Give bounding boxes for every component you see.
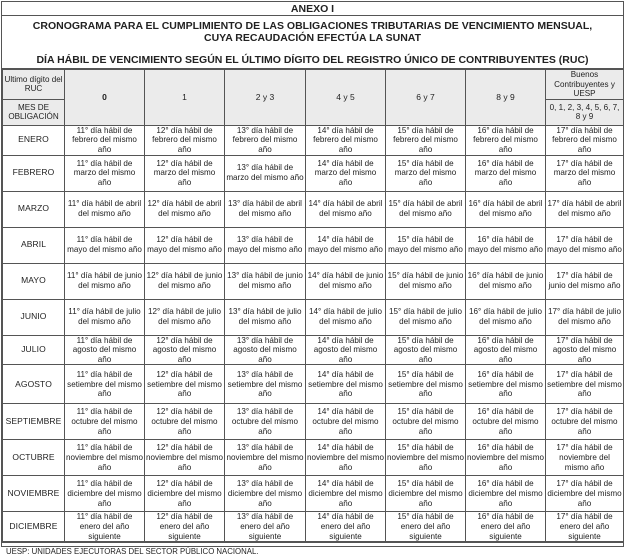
schedule-table bbox=[2, 69, 624, 542]
due-date-cell: 11° día hábil de marzo del mismo año bbox=[65, 155, 145, 191]
title-line-2: CUYA RECAUDACIÓN EFECTÚA LA SUNAT bbox=[203, 32, 421, 44]
due-date-cell: 12° día hábil de marzo del mismo año bbox=[145, 155, 225, 191]
due-date-cell: 12° día hábil de enero del año siguiente bbox=[145, 512, 225, 542]
due-date-cell: 16° día hábil de diciembre del mismo año bbox=[466, 476, 546, 512]
due-date-cell: 12° día hábil de junio del mismo año bbox=[145, 263, 225, 299]
column-header-digit: 4 y 5 bbox=[306, 70, 386, 126]
title-line-1: CRONOGRAMA PARA EL CUMPLIMIENTO DE LAS OBLIGACIONES TRIBUTARIAS DE VENCIMIENTO MENSUAL, bbox=[32, 20, 593, 32]
column-header-digit: 2 y 3 bbox=[225, 70, 306, 126]
month-cell: ABRIL bbox=[3, 227, 65, 263]
due-date-cell: 12° día hábil de setiembre del mismo año bbox=[145, 365, 225, 404]
due-date-cell: 13° día hábil de setiembre del mismo año bbox=[225, 365, 306, 404]
due-date-cell: 17° día hábil de junio del mismo año bbox=[546, 263, 624, 299]
due-date-cell: 17° día hábil de mayo del mismo año bbox=[546, 227, 624, 263]
due-date-cell: 13° día hábil de agosto del mismo año bbox=[225, 335, 306, 365]
table-row bbox=[3, 263, 624, 299]
due-date-cell: 14° día hábil de mayo del mismo año bbox=[306, 227, 386, 263]
corner-header-month: MES DE OBLIGACIÓN bbox=[3, 99, 65, 125]
due-date-cell: 13° día hábil de marzo del mismo año bbox=[225, 155, 306, 191]
due-date-cell: 17° día hábil de noviembre del mismo año bbox=[546, 440, 624, 476]
due-date-cell: 15° día hábil de abril del mismo año bbox=[386, 191, 466, 227]
due-date-cell: 12° día hábil de agosto del mismo año bbox=[145, 335, 225, 365]
table-row bbox=[3, 155, 624, 191]
due-date-cell: 13° día hábil de abril del mismo año bbox=[225, 191, 306, 227]
month-cell: OCTUBRE bbox=[3, 440, 65, 476]
month-cell: MARZO bbox=[3, 191, 65, 227]
table-row bbox=[3, 365, 624, 404]
due-date-cell: 16° día hábil de noviembre del mismo año bbox=[466, 440, 546, 476]
due-date-cell: 14° día hábil de marzo del mismo año bbox=[306, 155, 386, 191]
due-date-cell: 11° día hábil de julio del mismo año bbox=[65, 299, 145, 335]
due-date-cell: 13° día hábil de junio del mismo año bbox=[225, 263, 306, 299]
month-cell: ENERO bbox=[3, 125, 65, 155]
due-date-cell: 16° día hábil de octubre del mismo año bbox=[466, 404, 546, 440]
due-date-cell: 13° día hábil de noviembre del mismo año bbox=[225, 440, 306, 476]
due-date-cell: 14° día hábil de junio del mismo año bbox=[306, 263, 386, 299]
table-subtitle: DÍA HÁBIL DE VENCIMIENTO SEGÚN EL ÚLTIMO DÍGITO DEL REGISTRO ÚNICO DE CONTRIBUYENTES (RUC) bbox=[36, 54, 589, 66]
due-date-cell: 16° día hábil de enero del año siguiente bbox=[466, 512, 546, 542]
due-date-cell: 15° día hábil de noviembre del mismo año bbox=[386, 440, 466, 476]
due-date-cell: 15° día hábil de mayo del mismo año bbox=[386, 227, 466, 263]
due-date-cell: 16° día hábil de mayo del mismo año bbox=[466, 227, 546, 263]
due-date-cell: 17° día hábil de agosto del mismo año bbox=[546, 335, 624, 365]
due-date-cell: 14° día hábil de octubre del mismo año bbox=[306, 404, 386, 440]
column-header-digit: 0 bbox=[65, 70, 145, 126]
due-date-cell: 13° día hábil de julio del mismo año bbox=[225, 299, 306, 335]
due-date-cell: 13° día hábil de mayo del mismo año bbox=[225, 227, 306, 263]
due-date-cell: 16° día hábil de julio del mismo año bbox=[466, 299, 546, 335]
due-date-cell: 12° día hábil de julio del mismo año bbox=[145, 299, 225, 335]
due-date-cell: 15° día hábil de setiembre del mismo año bbox=[386, 365, 466, 404]
table-row bbox=[3, 191, 624, 227]
due-date-cell: 11° día hábil de mayo del mismo año bbox=[65, 227, 145, 263]
month-cell: NOVIEMBRE bbox=[3, 476, 65, 512]
due-date-cell: 12° día hábil de febrero del mismo año bbox=[145, 125, 225, 155]
due-date-cell: 16° día hábil de setiembre del mismo año bbox=[466, 365, 546, 404]
month-cell: AGOSTO bbox=[3, 365, 65, 404]
month-cell: JULIO bbox=[3, 335, 65, 365]
due-date-cell: 14° día hábil de abril del mismo año bbox=[306, 191, 386, 227]
table-row bbox=[3, 227, 624, 263]
due-date-cell: 15° día hábil de marzo del mismo año bbox=[386, 155, 466, 191]
table-row bbox=[3, 404, 624, 440]
due-date-cell: 17° día hábil de febrero del mismo año bbox=[546, 125, 624, 155]
month-cell: JUNIO bbox=[3, 299, 65, 335]
due-date-cell: 11° día hábil de abril del mismo año bbox=[65, 191, 145, 227]
due-date-cell: 11° día hábil de febrero del mismo año bbox=[65, 125, 145, 155]
month-cell: FEBRERO bbox=[3, 155, 65, 191]
column-header-digit: 6 y 7 bbox=[386, 70, 466, 126]
column-header-digit: 8 y 9 bbox=[466, 70, 546, 126]
due-date-cell: 12° día hábil de diciembre del mismo año bbox=[145, 476, 225, 512]
due-date-cell: 11° día hábil de agosto del mismo año bbox=[65, 335, 145, 365]
due-date-cell: 13° día hábil de diciembre del mismo año bbox=[225, 476, 306, 512]
column-header-all-digits: 0, 1, 2, 3, 4, 5, 6, 7, 8 y 9 bbox=[546, 99, 624, 125]
month-cell: DICIEMBRE bbox=[3, 512, 65, 542]
due-date-cell: 12° día hábil de octubre del mismo año bbox=[145, 404, 225, 440]
due-date-cell: 12° día hábil de mayo del mismo año bbox=[145, 227, 225, 263]
due-date-cell: 16° día hábil de abril del mismo año bbox=[466, 191, 546, 227]
table-row bbox=[3, 125, 624, 155]
due-date-cell: 17° día hábil de enero del año siguiente bbox=[546, 512, 624, 542]
due-date-cell: 17° día hábil de julio del mismo año bbox=[546, 299, 624, 335]
column-header-digit: 1 bbox=[145, 70, 225, 126]
due-date-cell: 15° día hábil de febrero del mismo año bbox=[386, 125, 466, 155]
due-date-cell: 11° día hábil de diciembre del mismo año bbox=[65, 476, 145, 512]
due-date-cell: 17° día hábil de marzo del mismo año bbox=[546, 155, 624, 191]
due-date-cell: 17° día hábil de setiembre del mismo año bbox=[546, 365, 624, 404]
month-cell: SEPTIEMBRE bbox=[3, 404, 65, 440]
due-date-cell: 15° día hábil de julio del mismo año bbox=[386, 299, 466, 335]
due-date-cell: 13° día hábil de enero del año siguiente bbox=[225, 512, 306, 542]
corner-header-ruc: Ultimo dígito del RUC bbox=[3, 70, 65, 100]
table-row bbox=[3, 476, 624, 512]
document-header bbox=[2, 2, 623, 69]
due-date-cell: 14° día hábil de noviembre del mismo año bbox=[306, 440, 386, 476]
footnote: UESP: UNIDADES EJECUTORAS DEL SECTOR PÚBLICO NACIONAL. bbox=[2, 542, 623, 556]
month-cell: MAYO bbox=[3, 263, 65, 299]
column-header-good-taxpayers: Buenos Contribuyentes y UESP bbox=[546, 70, 624, 100]
due-date-cell: 14° día hábil de diciembre del mismo año bbox=[306, 476, 386, 512]
due-date-cell: 14° día hábil de febrero del mismo año bbox=[306, 125, 386, 155]
due-date-cell: 15° día hábil de enero del año siguiente bbox=[386, 512, 466, 542]
table-row bbox=[3, 299, 624, 335]
due-date-cell: 12° día hábil de abril del mismo año bbox=[145, 191, 225, 227]
table-row bbox=[3, 440, 624, 476]
table-row bbox=[3, 512, 624, 542]
due-date-cell: 14° día hábil de enero del año siguiente bbox=[306, 512, 386, 542]
due-date-cell: 16° día hábil de junio del mismo año bbox=[466, 263, 546, 299]
due-date-cell: 15° día hábil de diciembre del mismo año bbox=[386, 476, 466, 512]
due-date-cell: 15° día hábil de octubre del mismo año bbox=[386, 404, 466, 440]
due-date-cell: 11° día hábil de noviembre del mismo año bbox=[65, 440, 145, 476]
due-date-cell: 13° día hábil de febrero del mismo año bbox=[225, 125, 306, 155]
due-date-cell: 17° día hábil de abril del mismo año bbox=[546, 191, 624, 227]
due-date-cell: 14° día hábil de agosto del mismo año bbox=[306, 335, 386, 365]
due-date-cell: 11° día hábil de octubre del mismo año bbox=[65, 404, 145, 440]
due-date-cell: 17° día hábil de diciembre del mismo año bbox=[546, 476, 624, 512]
annex-label: ANEXO I bbox=[2, 2, 623, 16]
due-date-cell: 11° día hábil de junio del mismo año bbox=[65, 263, 145, 299]
due-date-cell: 12° día hábil de noviembre del mismo año bbox=[145, 440, 225, 476]
annex-document bbox=[1, 1, 624, 556]
due-date-cell: 11° día hábil de setiembre del mismo año bbox=[65, 365, 145, 404]
due-date-cell: 16° día hábil de agosto del mismo año bbox=[466, 335, 546, 365]
due-date-cell: 11° día hábil de enero del año siguiente bbox=[65, 512, 145, 542]
due-date-cell: 14° día hábil de setiembre del mismo año bbox=[306, 365, 386, 404]
due-date-cell: 15° día hábil de agosto del mismo año bbox=[386, 335, 466, 365]
table-row bbox=[3, 335, 624, 365]
due-date-cell: 15° día hábil de junio del mismo año bbox=[386, 263, 466, 299]
due-date-cell: 16° día hábil de marzo del mismo año bbox=[466, 155, 546, 191]
due-date-cell: 14° día hábil de julio del mismo año bbox=[306, 299, 386, 335]
due-date-cell: 17° día hábil de octubre del mismo año bbox=[546, 404, 624, 440]
due-date-cell: 16° día hábil de febrero del mismo año bbox=[466, 125, 546, 155]
due-date-cell: 13° día hábil de octubre del mismo año bbox=[225, 404, 306, 440]
